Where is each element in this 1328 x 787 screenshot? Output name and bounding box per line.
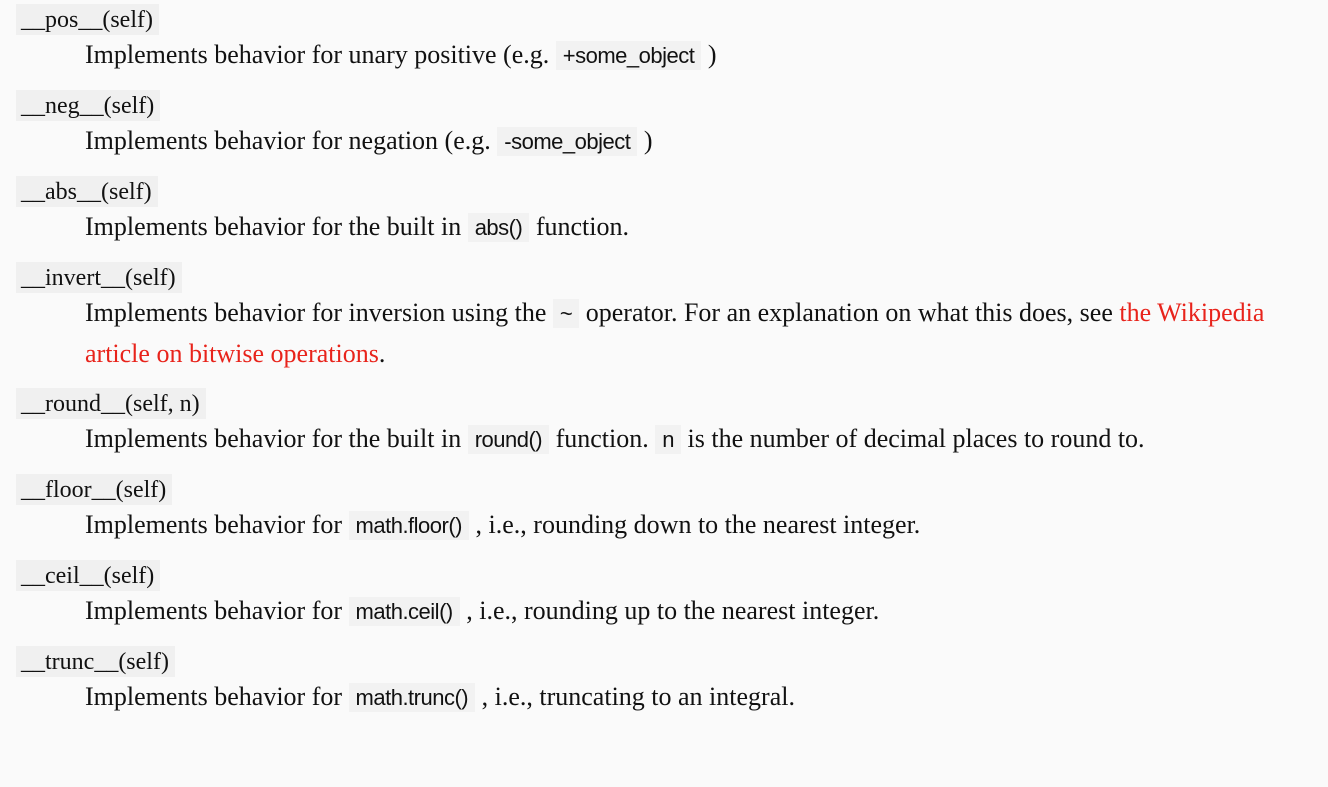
method-name-neg: __neg__(self) [16,90,160,121]
method-desc-trunc [85,677,1328,732]
desc-text: Implements behavior for the built in [85,212,468,241]
desc-text: Implements behavior for unary positive (e.g. [85,40,556,69]
method-name-ceil: __ceil__(self) [16,560,160,591]
inline-code: math.ceil() [349,597,460,626]
desc-text: , i.e., rounding up to the nearest integer. [466,596,880,625]
inline-code: abs() [468,213,530,242]
method-name-round: __round__(self, n) [16,388,206,419]
method-desc-pos [85,35,1328,90]
desc-text: . [378,339,386,368]
desc-text: Implements behavior for [85,596,349,625]
desc-text: function. [535,212,629,241]
inline-code: -some_object [497,127,637,156]
inline-code: math.trunc() [349,683,476,712]
inline-code: math.floor() [349,511,469,540]
method-name-trunc: __trunc__(self) [16,646,175,677]
desc-text: Implements behavior for negation (e.g. [85,126,498,155]
method-name-invert: __invert__(self) [16,262,182,293]
inline-code: round() [468,425,549,454]
method-desc-invert [85,293,1328,388]
method-desc-floor [85,505,1328,560]
desc-text: Implements behavior for inversion using the [85,298,553,327]
method-name-floor: __floor__(self) [16,474,172,505]
method-name-abs: __abs__(self) [16,176,158,207]
method-name-pos: __pos__(self) [16,4,159,35]
method-desc-abs [85,207,1328,262]
desc-text: , i.e., truncating to an integral. [481,682,795,711]
desc-text: ) [643,126,653,155]
desc-text: Implements behavior for [85,510,349,539]
inline-code: n [655,425,681,454]
inline-code: +some_object [556,41,702,70]
desc-text: Implements behavior for [85,682,349,711]
method-desc-neg [85,121,1328,176]
desc-text: is the number of decimal places to round to. [687,424,1145,453]
desc-text: operator. For an explanation on what this does, see [585,298,1120,327]
desc-text: , i.e., rounding down to the nearest integer. [475,510,921,539]
desc-text: Implements behavior for the built in [85,424,468,453]
wikipedia-bitwise-link[interactable]: the Wikipedia article on bitwise operations [85,298,1265,368]
method-desc-round [85,419,1328,474]
desc-text: function. [555,424,656,453]
desc-text: ) [707,40,717,69]
method-desc-ceil [85,591,1328,646]
inline-code: ~ [553,299,579,328]
